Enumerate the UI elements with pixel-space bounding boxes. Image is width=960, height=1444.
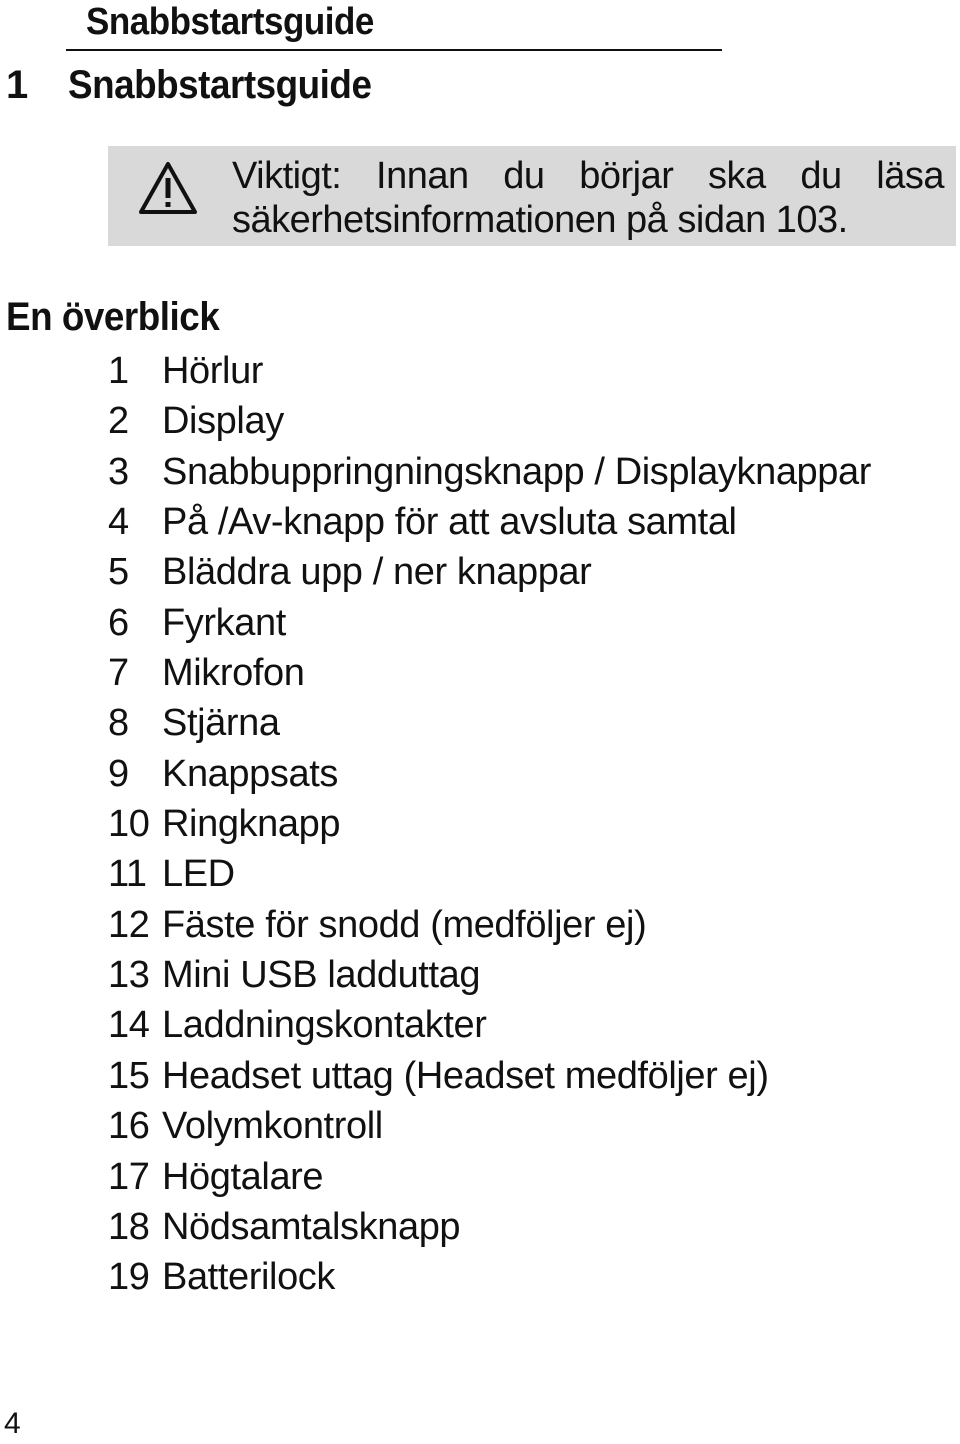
part-label: Mikrofon <box>162 652 305 695</box>
part-number: 17 <box>108 1155 150 1198</box>
list-item <box>108 1152 871 1202</box>
part-number: 12 <box>108 903 150 946</box>
part-number: 11 <box>108 853 147 896</box>
part-number: 19 <box>108 1256 150 1299</box>
notice-line-1: Viktigt: Innan du börjar ska du läsa <box>232 155 944 197</box>
part-label: Headset uttag (Headset medföljer ej) <box>162 1054 769 1097</box>
list-item <box>108 900 871 950</box>
list-item <box>108 598 871 648</box>
part-number: 14 <box>108 1004 150 1047</box>
list-item <box>108 547 871 597</box>
warning-triangle-icon <box>138 160 198 216</box>
notice-line-2: säkerhetsinformationen på sidan 103. <box>232 199 848 241</box>
chapter-number: 1 <box>6 63 29 107</box>
page-number: 4 <box>4 1407 21 1440</box>
list-item <box>108 950 871 1000</box>
list-item <box>108 1051 871 1101</box>
part-number: 9 <box>108 752 129 795</box>
part-number: 1 <box>108 350 129 392</box>
part-number: 13 <box>108 954 150 997</box>
section-title: En överblick <box>6 295 220 339</box>
part-label: Nödsamtalsknapp <box>162 1205 461 1248</box>
part-label: Bläddra upp / ner knappar <box>162 551 592 594</box>
list-item <box>108 849 871 899</box>
part-label: Mini USB ladduttag <box>162 954 481 997</box>
part-label: LED <box>162 853 235 896</box>
header-rule <box>66 49 722 51</box>
notice-text <box>232 154 944 242</box>
part-label: Snabbuppringningsknapp / Displayknappar <box>162 450 872 493</box>
part-number: 3 <box>108 450 129 493</box>
list-item <box>108 1202 871 1252</box>
part-label: Stjärna <box>162 702 280 745</box>
part-label: Fäste för snodd (medföljer ej) <box>162 903 647 946</box>
part-label: Volymkontroll <box>162 1105 383 1148</box>
list-item <box>108 648 871 698</box>
part-label: Laddningskontakter <box>162 1004 487 1047</box>
list-item <box>108 1000 871 1050</box>
part-number: 5 <box>108 551 129 594</box>
part-number: 7 <box>108 652 129 695</box>
list-item <box>108 1101 871 1151</box>
list-item <box>108 698 871 748</box>
part-label: Display <box>162 400 284 443</box>
part-number: 15 <box>108 1054 150 1097</box>
part-label: Fyrkant <box>162 601 286 644</box>
part-label: Batterilock <box>162 1256 336 1299</box>
part-number: 4 <box>108 501 129 544</box>
part-label: Högtalare <box>162 1155 324 1198</box>
list-item <box>108 396 871 446</box>
part-label: Knappsats <box>162 752 338 795</box>
list-item <box>108 799 871 849</box>
running-header: Snabbstartsguide <box>86 1 374 43</box>
part-number: 2 <box>108 400 129 443</box>
list-item <box>108 346 871 396</box>
part-number: 10 <box>108 803 150 846</box>
chapter-title: Snabbstartsguide <box>68 63 372 107</box>
list-item <box>108 749 871 799</box>
list-item <box>108 497 871 547</box>
list-item <box>108 447 871 497</box>
part-number: 8 <box>108 702 129 745</box>
part-number: 18 <box>108 1205 150 1248</box>
part-label: Ringknapp <box>162 803 341 846</box>
safety-notice <box>108 146 956 246</box>
parts-list <box>108 346 871 1303</box>
part-number: 6 <box>108 601 129 644</box>
part-label: Hörlur <box>162 350 264 392</box>
list-item <box>108 1252 871 1302</box>
part-label: På /Av-knapp för att avsluta samtal <box>162 501 737 544</box>
part-number: 16 <box>108 1105 150 1148</box>
